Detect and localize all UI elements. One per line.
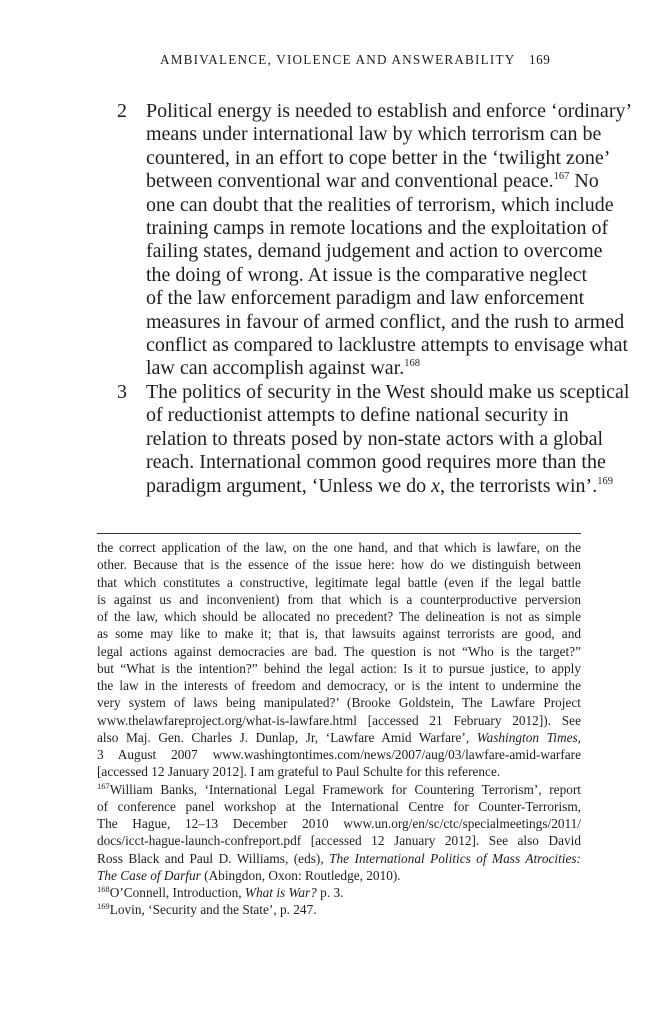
italic-title: The International Politics of Mass Atrocities: (329, 850, 581, 866)
text-segment: Lovin, ‘Security and the State’, p. 247. (109, 902, 317, 918)
numbered-list (117, 100, 633, 498)
footnote-line: as some may like to make it; that is, that lawsuits against terrorists are good, and (97, 626, 581, 642)
text-segment: also Maj. Gen. Charles J. Dunlap, Jr, ‘Lawfare Amid Warfare’, (97, 729, 477, 745)
text-line: of reductionist attempts to define national security in (146, 404, 569, 427)
footnote-ref-168[interactable]: 168 (404, 358, 420, 370)
text-line: reach. International common good requires more than the (146, 451, 606, 474)
footnote-line: that which constitutes a constructive, legitimate legal battle (even if the legal battle (97, 574, 581, 590)
text-segment: William Banks, ‘International Legal Framework for Countering Terrorism’, report (109, 781, 581, 797)
footnote-line: www.thelawfareproject.org/what-is-lawfare.html [accessed 21 February 2012]). See (97, 712, 581, 728)
list-item-2 (117, 100, 633, 381)
list-item-3 (117, 380, 630, 498)
list-item-text (146, 380, 630, 498)
italic-title: The Case of Darfur (97, 867, 201, 883)
footnote-line: of the law, which should be allocated no precedent? The delineation is not as simple (97, 609, 581, 624)
footnote-169 (97, 901, 581, 918)
running-header (0, 52, 650, 72)
list-item-number: 3 (117, 380, 127, 403)
text-segment: p. 3. (316, 885, 344, 900)
footnote-mark: 167 (97, 780, 110, 791)
footnote-mark: 168 (97, 884, 110, 894)
footnote-line: but “What is the intention?” behind the legal action: Is it to pursue justice, to apply (97, 660, 581, 676)
text-line (146, 170, 599, 193)
footnote-line: 3 August 2007 www.washingtontimes.com/news/2007/aug/03/lawfare-amid-warfare (97, 747, 581, 762)
footnote-line (97, 781, 581, 798)
text-line: training camps in remote locations and the exploitation of (146, 217, 609, 240)
text-segment: (Abingdon, Oxon: Routledge, 2010). (200, 867, 401, 883)
text-segment: Ross Black and Paul D. Williams, (eds), (97, 850, 330, 866)
footnote-separator (97, 533, 581, 534)
footnote-ref-169[interactable]: 169 (597, 475, 613, 487)
page-number: 169 (529, 52, 551, 67)
text-line: conflict as compared to lacklustre attempts to envisage what (146, 334, 629, 357)
footnote-line: very system of laws being manipulated?’ (Brooke Goldstein, The Lawfare Project (97, 695, 581, 711)
footnote-167 (97, 781, 581, 885)
text-line: relation to threats posed by non-state actors with a global (146, 427, 604, 450)
footnote-line: [accessed 12 January 2012]. I am grateful to Paul Schulte for this reference. (97, 764, 501, 780)
running-title: AMBIVALENCE, VIOLENCE AND ANSWERABILITY (160, 52, 516, 67)
text-segment: paradigm argument, ‘Unless we do (146, 474, 432, 497)
text-line: countered, in an effort to cope better in the ‘twilight zone’ (146, 146, 611, 169)
footnote-168 (97, 884, 581, 901)
text-segment: , the terrorists win’. (440, 474, 598, 497)
italic-title: Washington Times, (476, 729, 581, 745)
footnote-line: docs/icct-hague-launch-confreport.pdf [accessed 12 January 2012]. See also David (97, 833, 581, 849)
footnote-line (97, 729, 581, 746)
text-segment: O’Connell, Introduction, (109, 885, 245, 900)
footnote-line: is against us and inconvenient) from that which is a counterproductive perversion (97, 591, 581, 607)
footnote-line: the correct application of the law, on the one hand, and that which is lawfare, on the (97, 540, 581, 555)
text-line: the doing of wrong. At issue is the comparative neglect (146, 263, 588, 286)
footnote-line (97, 850, 581, 867)
footnote-line (97, 901, 581, 918)
footnote-ref-167[interactable]: 167 (553, 171, 570, 183)
footnote-line: legal actions against democracies are bad. The question is not “Who is the target?” (97, 643, 581, 659)
footnote-mark: 169 (97, 901, 110, 912)
footnote-line: of conference panel workshop at the International Centre for Counter-Terrorism, (97, 798, 581, 814)
text-line: failing states, demand judgement and action to overcome (146, 240, 603, 263)
footnote-line: other. Because that is the essence of the issue here: how do we distinguish between (97, 557, 581, 573)
italic-title: What is War? (244, 885, 317, 900)
text-line (146, 474, 613, 498)
italic-variable: x (431, 474, 441, 497)
text-line: measures in favour of armed conflict, and the rush to armed (146, 310, 625, 333)
text-line: one can doubt that the realities of terrorism, which include (146, 193, 614, 216)
footnote-line (97, 884, 581, 901)
footnotes (97, 539, 581, 919)
text-line (146, 357, 587, 380)
text-line: means under international law by which terrorism can be (146, 123, 602, 146)
text-segment: between conventional war and conventional peace. (146, 170, 554, 193)
footnote-line: The Hague, 12–13 December 2010 www.un.org/en/sc/ctc/specialmeetings/2011/ (97, 816, 581, 831)
footnote-line: the law in the interests of freedom and democracy, or is the intent to undermine the (97, 678, 581, 693)
text-line: The politics of security in the West should make us sceptical (146, 380, 630, 403)
text-line: of the law enforcement paradigm and law enforcement (146, 287, 585, 310)
list-item-text (146, 100, 633, 381)
footnote-continuation (97, 539, 581, 781)
text-segment: No (569, 170, 599, 193)
text-segment: law can accomplish against war. (146, 357, 405, 380)
list-item-number: 2 (117, 100, 127, 122)
footnote-line (97, 867, 581, 884)
text-line: Political energy is needed to establish and enforce ‘ordinary’ (146, 100, 633, 122)
